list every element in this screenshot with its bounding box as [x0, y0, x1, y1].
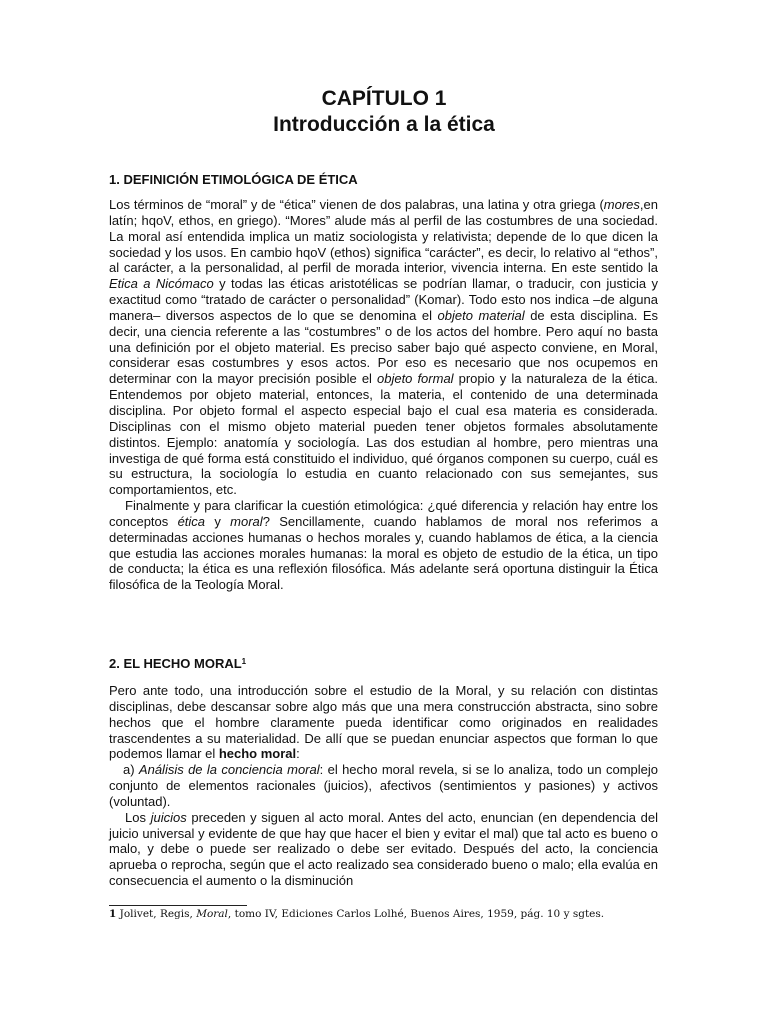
- footnote-divider: [109, 905, 247, 906]
- footnote-ref: 1: [241, 657, 247, 666]
- section-1-heading: 1. DEFINICIÓN ETIMOLÓGICA DE ÉTICA: [109, 172, 358, 187]
- section-1-body: [109, 197, 658, 593]
- paragraph: Los juicios preceden y siguen al acto moral. Antes del acto, enuncian (en dependencia del juicio universal y evidente de que hay que hacer el bien y evitar el mal) que tal acto es bueno o malo, y debe o puede ser realizado o debe ser evitado. Después del acto, la conciencia aprueba o reprocha, según que el acto realizado sea considerado bueno o malo; ella evalúa en consecuencia el aumento o la disminución: [109, 809, 659, 889]
- paragraph: Pero ante todo, una introducción sobre el estudio de la Moral, y su relación con distintas disciplinas, debe descansar sobre algo más que una mera construcción abstracta, sino sobre hechos que el hombre claramente pueda identificar como originados en realidades trascendentes a su materialidad. De allí que se puedan enunciar aspectos que forman lo que podemos llamar el hecho moral:: [109, 683, 658, 762]
- chapter-title: Introducción a la ética: [273, 113, 495, 136]
- chapter-label: CAPÍTULO 1: [321, 87, 447, 110]
- paragraph: a) Análisis de la conciencia moral: el hecho moral revela, si se lo analiza, todo un complejo conjunto de elementos racionales (juicios), afectivos (sentimientos y pasiones) y activos (voluntad).: [109, 762, 658, 809]
- section-2-heading: 2. EL HECHO MORAL$^1$: [109, 656, 247, 671]
- paragraph: Finalmente y para clarificar la cuestión etimológica: ¿qué diferencia y relación hay entre los conceptos ética y moral? Sencillamente, cuando hablamos de moral nos referimos a determinadas acciones humanas o hechos morales y, cuando hablamos de ética, a la ciencia que estudia las acciones morales humanas: la moral es objeto de estudio de la ética, un tipo de conducta; la ética es una reflexión filosófica. Más adelante será oportuna distinguir la Ética filosófica de la Teología Moral.: [109, 498, 658, 593]
- footnote: 1 Jolivet, Regis, Moral, tomo IV, Ediciones Carlos Lolhé, Buenos Aires, 1959, pág. 10 y sgtes.: [109, 908, 605, 920]
- paragraph: Los términos de “moral” y de “ética” vienen de dos palabras, una latina y otra griega (mores,en latín; hqoV, ethos, en griego). “Mores” alude más al perfil de las costumbres de una sociedad. La moral así entendida implica un matiz sociologista y relativista; depende de lo que dicen la sociedad y los usos. En cambio hqoV (ethos) significa “carácter”, es decir, lo relativo al “ethos”, al carácter, a la personalidad, al perfil de morada interior, vivencia interna. En este sentido la Etica a Nicómaco y todas las éticas aristotélicas se podrían llamar, o traducir, con justicia y exactitud como “tratado de carácter o personalidad” (Komar). Todo esto nos indica –de alguna manera– diversos aspectos de lo que se denomina el objeto material de esta disciplina. Es decir, una ciencia referente a las “costumbres” o de los actos del hombre. Pero aquí no basta una definición por el objeto material. Es preciso saber bajo qué aspecto conviene, en Moral, considerar esas costumbres y esos actos. Por eso es necesario que nos ocupemos en determinar con la mayor precisión posible el objeto formal propio y la naturaleza de la ética. Entendemos por objeto material, entonces, la materia, el contenido de una determinada disciplina. Por objeto formal el aspecto especial bajo el cual esa materia es considerada. Disciplinas con el mismo objeto material pueden tener objetos formales absolutamente distintos. Ejemplo: anatomía y sociología. Las dos estudian al hombre, pero mientras una investiga de qué forma está constituido el individuo, qué órganos componen su cuerpo, cuál es su estructura, la sociología lo estudia en cuanto relacionado con sus semejantes, sus comportamientos, etc.: [109, 197, 659, 498]
- section-2-body: [109, 683, 658, 889]
